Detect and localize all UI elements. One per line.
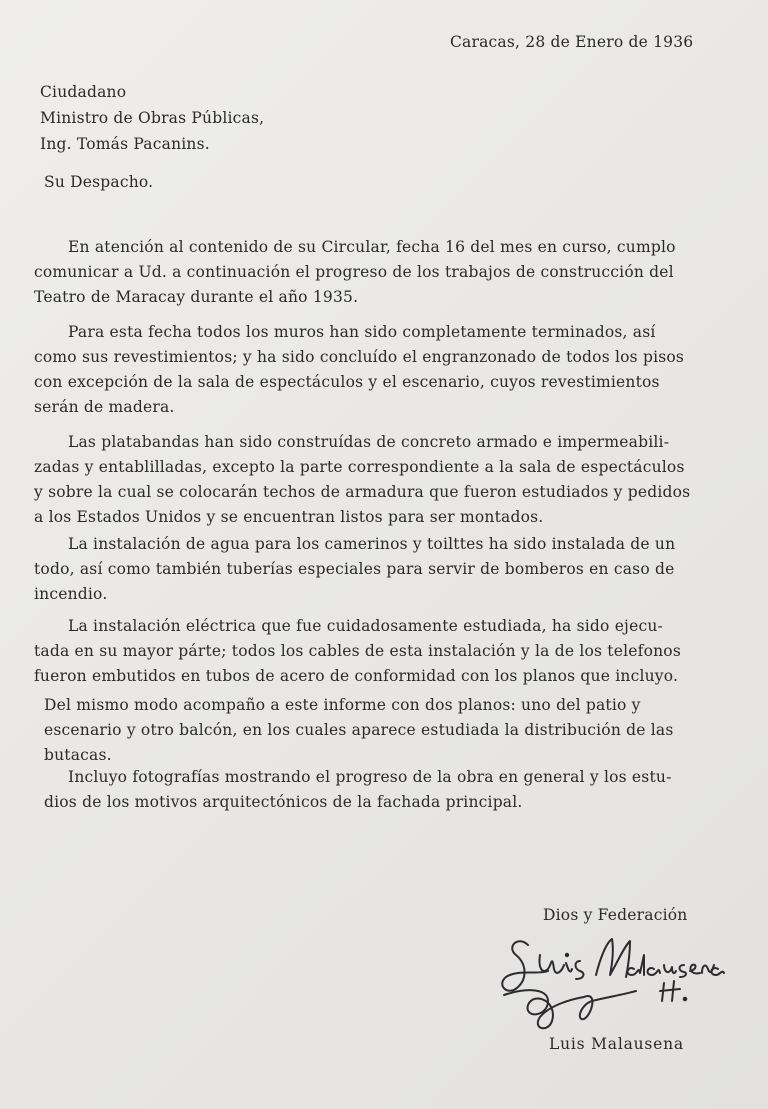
recipient-line-2: Ministro de Obras Públicas, bbox=[40, 109, 265, 127]
paragraph-3-line-2: zadas y entablilladas, excepto la parte correspondiente a la sala de espectáculos bbox=[34, 458, 685, 476]
salutation: Su Despacho. bbox=[44, 173, 154, 191]
paragraph-3 bbox=[34, 430, 710, 530]
paragraph-6 bbox=[44, 693, 710, 768]
paragraph-3-line-4: a los Estados Unidos y se encuentran listos para ser montados. bbox=[34, 508, 544, 526]
paragraph-5 bbox=[34, 614, 710, 689]
paragraph-5-line-2: tada en su mayor párte; todos los cables de esta instalación y la de los telefonos bbox=[34, 642, 681, 660]
paragraph-1 bbox=[34, 235, 710, 310]
paragraph-2 bbox=[34, 320, 710, 420]
paragraph-4 bbox=[34, 532, 710, 607]
paragraph-7 bbox=[34, 765, 710, 815]
paragraph-5-line-1: La instalación eléctrica que fue cuidadosamente estudiada, ha sido ejecu- bbox=[68, 617, 663, 635]
paragraph-1-line-3: Teatro de Maracay durante el año 1935. bbox=[34, 288, 359, 306]
paragraph-2-line-4: serán de madera. bbox=[34, 398, 175, 416]
paragraph-7-line-1: Incluyo fotografías mostrando el progreso de la obra en general y los estu- bbox=[68, 768, 672, 786]
paragraph-6-line-1: Del mismo modo acompaño a este informe con dos planos: uno del patio y bbox=[44, 696, 641, 714]
letter-date: Caracas, 28 de Enero de 1936 bbox=[450, 33, 694, 51]
paragraph-4-line-1: La instalación de agua para los camerinos y toilttes ha sido instalada de un bbox=[68, 535, 676, 553]
paragraph-6-line-3: butacas. bbox=[44, 746, 112, 764]
paragraph-2-line-1: Para esta fecha todos los muros han sido completamente terminados, así bbox=[68, 323, 656, 341]
paragraph-5-line-3: fueron embutidos en tubos de acero de conformidad con los planos que incluyo. bbox=[34, 667, 679, 685]
paragraph-2-line-2: como sus revestimientos; y ha sido concluído el engranzonado de todos los pisos bbox=[34, 348, 685, 366]
paragraph-3-line-3: y sobre la cual se colocarán techos de armadura que fueron estudiados y pedidos bbox=[34, 483, 691, 501]
paragraph-7-line-2: dios de los motivos arquitectónicos de la fachada principal. bbox=[44, 793, 523, 811]
signer-name: Luis Malausena bbox=[549, 1035, 684, 1053]
recipient-line-1: Ciudadano bbox=[40, 83, 127, 101]
paragraph-3-line-1: Las platabandas han sido construídas de concreto armado e impermeabili- bbox=[68, 433, 670, 451]
recipient-line-3: Ing. Tomás Pacanins. bbox=[40, 135, 210, 153]
paragraph-1-line-2: comunicar a Ud. a continuación el progreso de los trabajos de construcción del bbox=[34, 263, 674, 281]
paragraph-6-line-2: escenario y otro balcón, en los cuales aparece estudiada la distribución de las bbox=[44, 721, 674, 739]
paragraph-4-line-2: todo, así como también tuberías especiales para servir de bomberos en caso de bbox=[34, 560, 675, 578]
paragraph-1-line-1: En atención al contenido de su Circular, fecha 16 del mes en curso, cumplo bbox=[68, 238, 676, 256]
paragraph-4-line-3: incendio. bbox=[34, 585, 108, 603]
closing-phrase: Dios y Federación bbox=[543, 906, 688, 924]
paragraph-2-line-3: con excepción de la sala de espectáculos y el escenario, cuyos revestimientos bbox=[34, 373, 660, 391]
handwritten-signature bbox=[488, 925, 728, 1045]
